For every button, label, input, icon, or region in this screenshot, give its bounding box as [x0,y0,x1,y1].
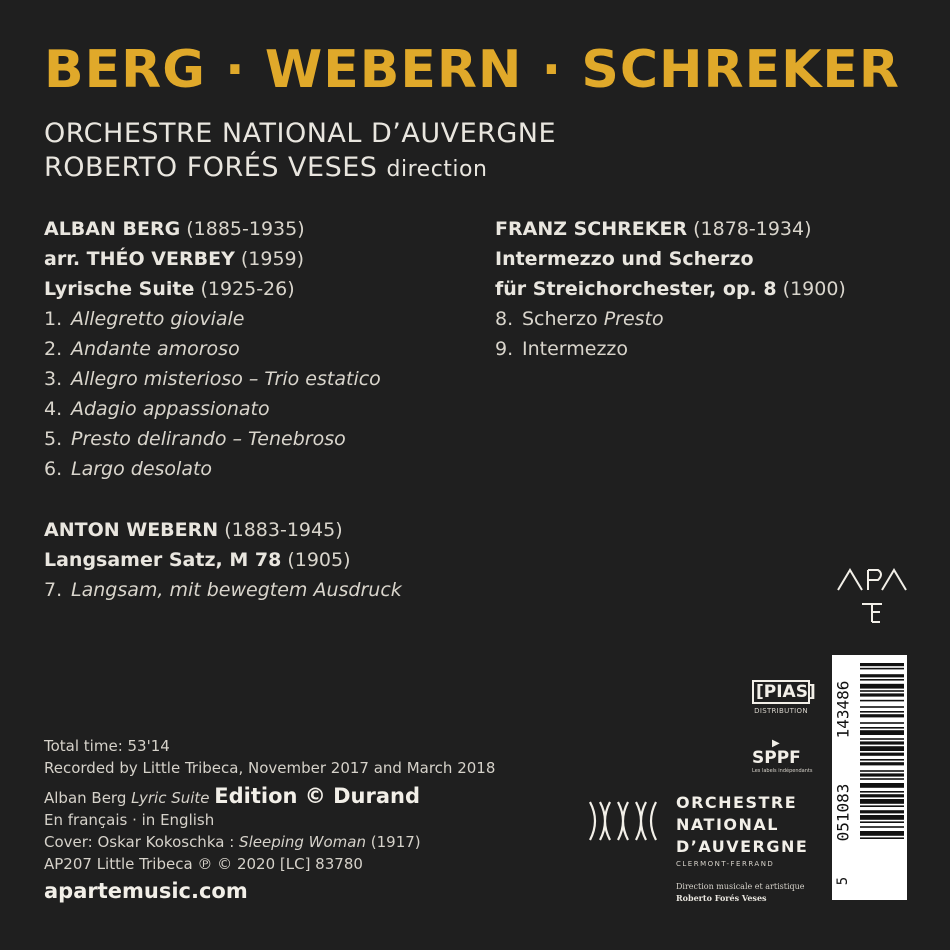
onda-line1: ORCHESTRE [676,793,798,812]
berg-work-line [44,274,381,304]
catalog-info: AP207 Little Tribeca ℗ © 2020 [LC] 83780 [44,855,363,873]
onda-emblem-icon [588,796,662,846]
schreker-dates: (1878-1934) [693,218,812,240]
barcode-bar [860,711,904,713]
edition-publisher: Edition © Durand [214,784,421,808]
track-item [495,334,846,364]
barcode-bar [860,810,904,813]
website-link[interactable]: apartemusic.com [44,879,248,903]
cover-year: (1917) [370,833,421,851]
aparte-mark-icon [832,562,912,644]
barcode-bar [860,722,904,724]
barcode-bar [860,753,904,756]
webern-composer: ANTON WEBERN [44,519,219,541]
berg-arranger: arr. THÉO VERBEY [44,248,235,270]
track-number: 3. [44,368,63,390]
barcode-bar [860,759,904,761]
barcode-bar [860,741,904,744]
conductor-name: ROBERTO FORÉS VESES [44,152,378,183]
barcode-bar [860,663,904,666]
berg-work-dates: (1925-26) [200,278,295,300]
pias-text: [PIAS] [752,680,810,704]
credits [44,735,495,903]
track-number: 2. [44,338,63,360]
webern-work-dates: (1905) [287,549,351,571]
barcode-bar [860,746,904,751]
track-item [495,304,846,334]
onda-city: CLERMONT-FERRAND [676,860,775,868]
schreker-composer: FRANZ SCHREKER [495,218,688,240]
track-tempo: Presto [603,308,664,330]
conductor [44,152,487,183]
barcode-bar [860,831,904,836]
edition-line [44,785,495,809]
track-title: Intermezzo [522,338,629,360]
languages: En français · in English [44,811,215,829]
barcode-bar [860,714,904,717]
barcode-bar [860,684,904,689]
barcode-bar [860,700,904,702]
barcode-bar [860,826,904,828]
barcode-bar [860,821,904,823]
track-number: 1. [44,308,63,330]
barcode-bar [860,770,904,772]
barcode-bar [860,706,904,708]
barcode-digit: 5 [835,876,851,886]
onda-line2: NATIONAL [676,815,779,834]
berg-composer: ALBAN BERG [44,218,181,240]
track-item [44,394,381,424]
barcode-bar [860,762,904,765]
barcode-bar [860,815,904,820]
barcode-bar [860,727,904,729]
onda-direction: Direction musicale et artistique [676,882,805,891]
schreker-composer-line [495,214,846,244]
schreker-work-dates: (1900) [782,278,846,300]
track-number: 7. [44,579,63,601]
track-title: Allegro misterioso – Trio estatico [71,368,381,390]
berg-composer-line [44,214,381,244]
track-item [44,364,381,394]
track-item [44,454,381,484]
track-title: Langsam, mit bewegtem Ausdruck [71,579,402,601]
track-title: Allegretto gioviale [71,308,245,330]
webern-composer-line [44,515,402,545]
track-item [44,424,381,454]
barcode-group1: 051083 [833,783,853,842]
track-number: 6. [44,458,63,480]
aparte-logo [832,562,912,644]
orchestra-name: ORCHESTRE NATIONAL D’AUVERGNE [44,118,557,149]
total-time: Total time: 53'14 [44,737,170,755]
barcode-bar [860,730,904,735]
barcode-bar [860,773,904,776]
cover-work: Sleeping Woman [239,833,366,851]
barcode-bar [860,837,904,839]
berg-work: Lyrische Suite [44,278,195,300]
play-icon: ▶ [772,738,780,749]
berg-section [44,214,381,484]
edition-work: Lyric Suite [131,789,210,807]
recording-info: Recorded by Little Tribeca, November 2017 and March 2018 [44,759,496,777]
track-item [44,304,381,334]
sppf-logo [752,738,813,774]
track-title: Largo desolato [71,458,213,480]
barcode-bar [860,783,904,788]
track-item [44,575,402,605]
berg-dates: (1885-1935) [186,218,305,240]
track-number: 5. [44,428,63,450]
berg-arranger-dates: (1959) [240,248,305,270]
barcode-bar [860,778,904,780]
onda-line3: D’AUVERGNE [676,837,809,856]
conductor-role: direction [386,157,488,182]
track-number: 9. [495,338,514,360]
track-item [44,334,381,364]
barcode [832,655,907,900]
track-title: Presto delirando – Tenebroso [71,428,346,450]
webern-section [44,515,402,605]
sppf-sub: Les labels indépendants [752,768,813,774]
track-title: Adagio appassionato [71,398,270,420]
schreker-work-line2-row [495,274,846,304]
album-title: BERG · WEBERN · SCHREKER [44,40,900,100]
barcode-group2: 143486 [833,680,853,739]
schreker-work-line1: Intermezzo und Scherzo [495,248,754,270]
track-title: Scherzo [522,308,598,330]
barcode-bar [860,799,904,804]
barcode-bar [860,805,904,807]
barcode-bar [860,690,904,692]
barcode-bar [860,794,904,797]
webern-work-line [44,545,402,575]
track-number: 8. [495,308,514,330]
track-title: Andante amoroso [71,338,240,360]
cover-credit [44,831,495,853]
cover-prefix: Cover: Oskar Kokoschka : [44,833,235,851]
webern-work: Langsamer Satz, M 78 [44,549,282,571]
pias-sub: DISTRIBUTION [754,707,808,715]
berg-arranger-line [44,244,381,274]
barcode-bar [860,791,904,793]
pias-logo [752,680,816,715]
schreker-work-line2: für Streichorchester, op. 8 [495,278,777,300]
onda-director: Roberto Forés Veses [676,893,767,903]
edition-prefix: Alban Berg [44,789,127,807]
barcode-bar [860,738,904,740]
barcode-bar [860,679,904,681]
sppf-text: SPPF [752,748,801,768]
barcode-bar [860,668,904,670]
webern-dates: (1883-1945) [224,519,343,541]
onda-text-block [676,792,808,868]
track-number: 4. [44,398,63,420]
barcode-bar [860,693,904,696]
schreker-section [495,214,846,364]
barcode-bar [860,674,904,677]
